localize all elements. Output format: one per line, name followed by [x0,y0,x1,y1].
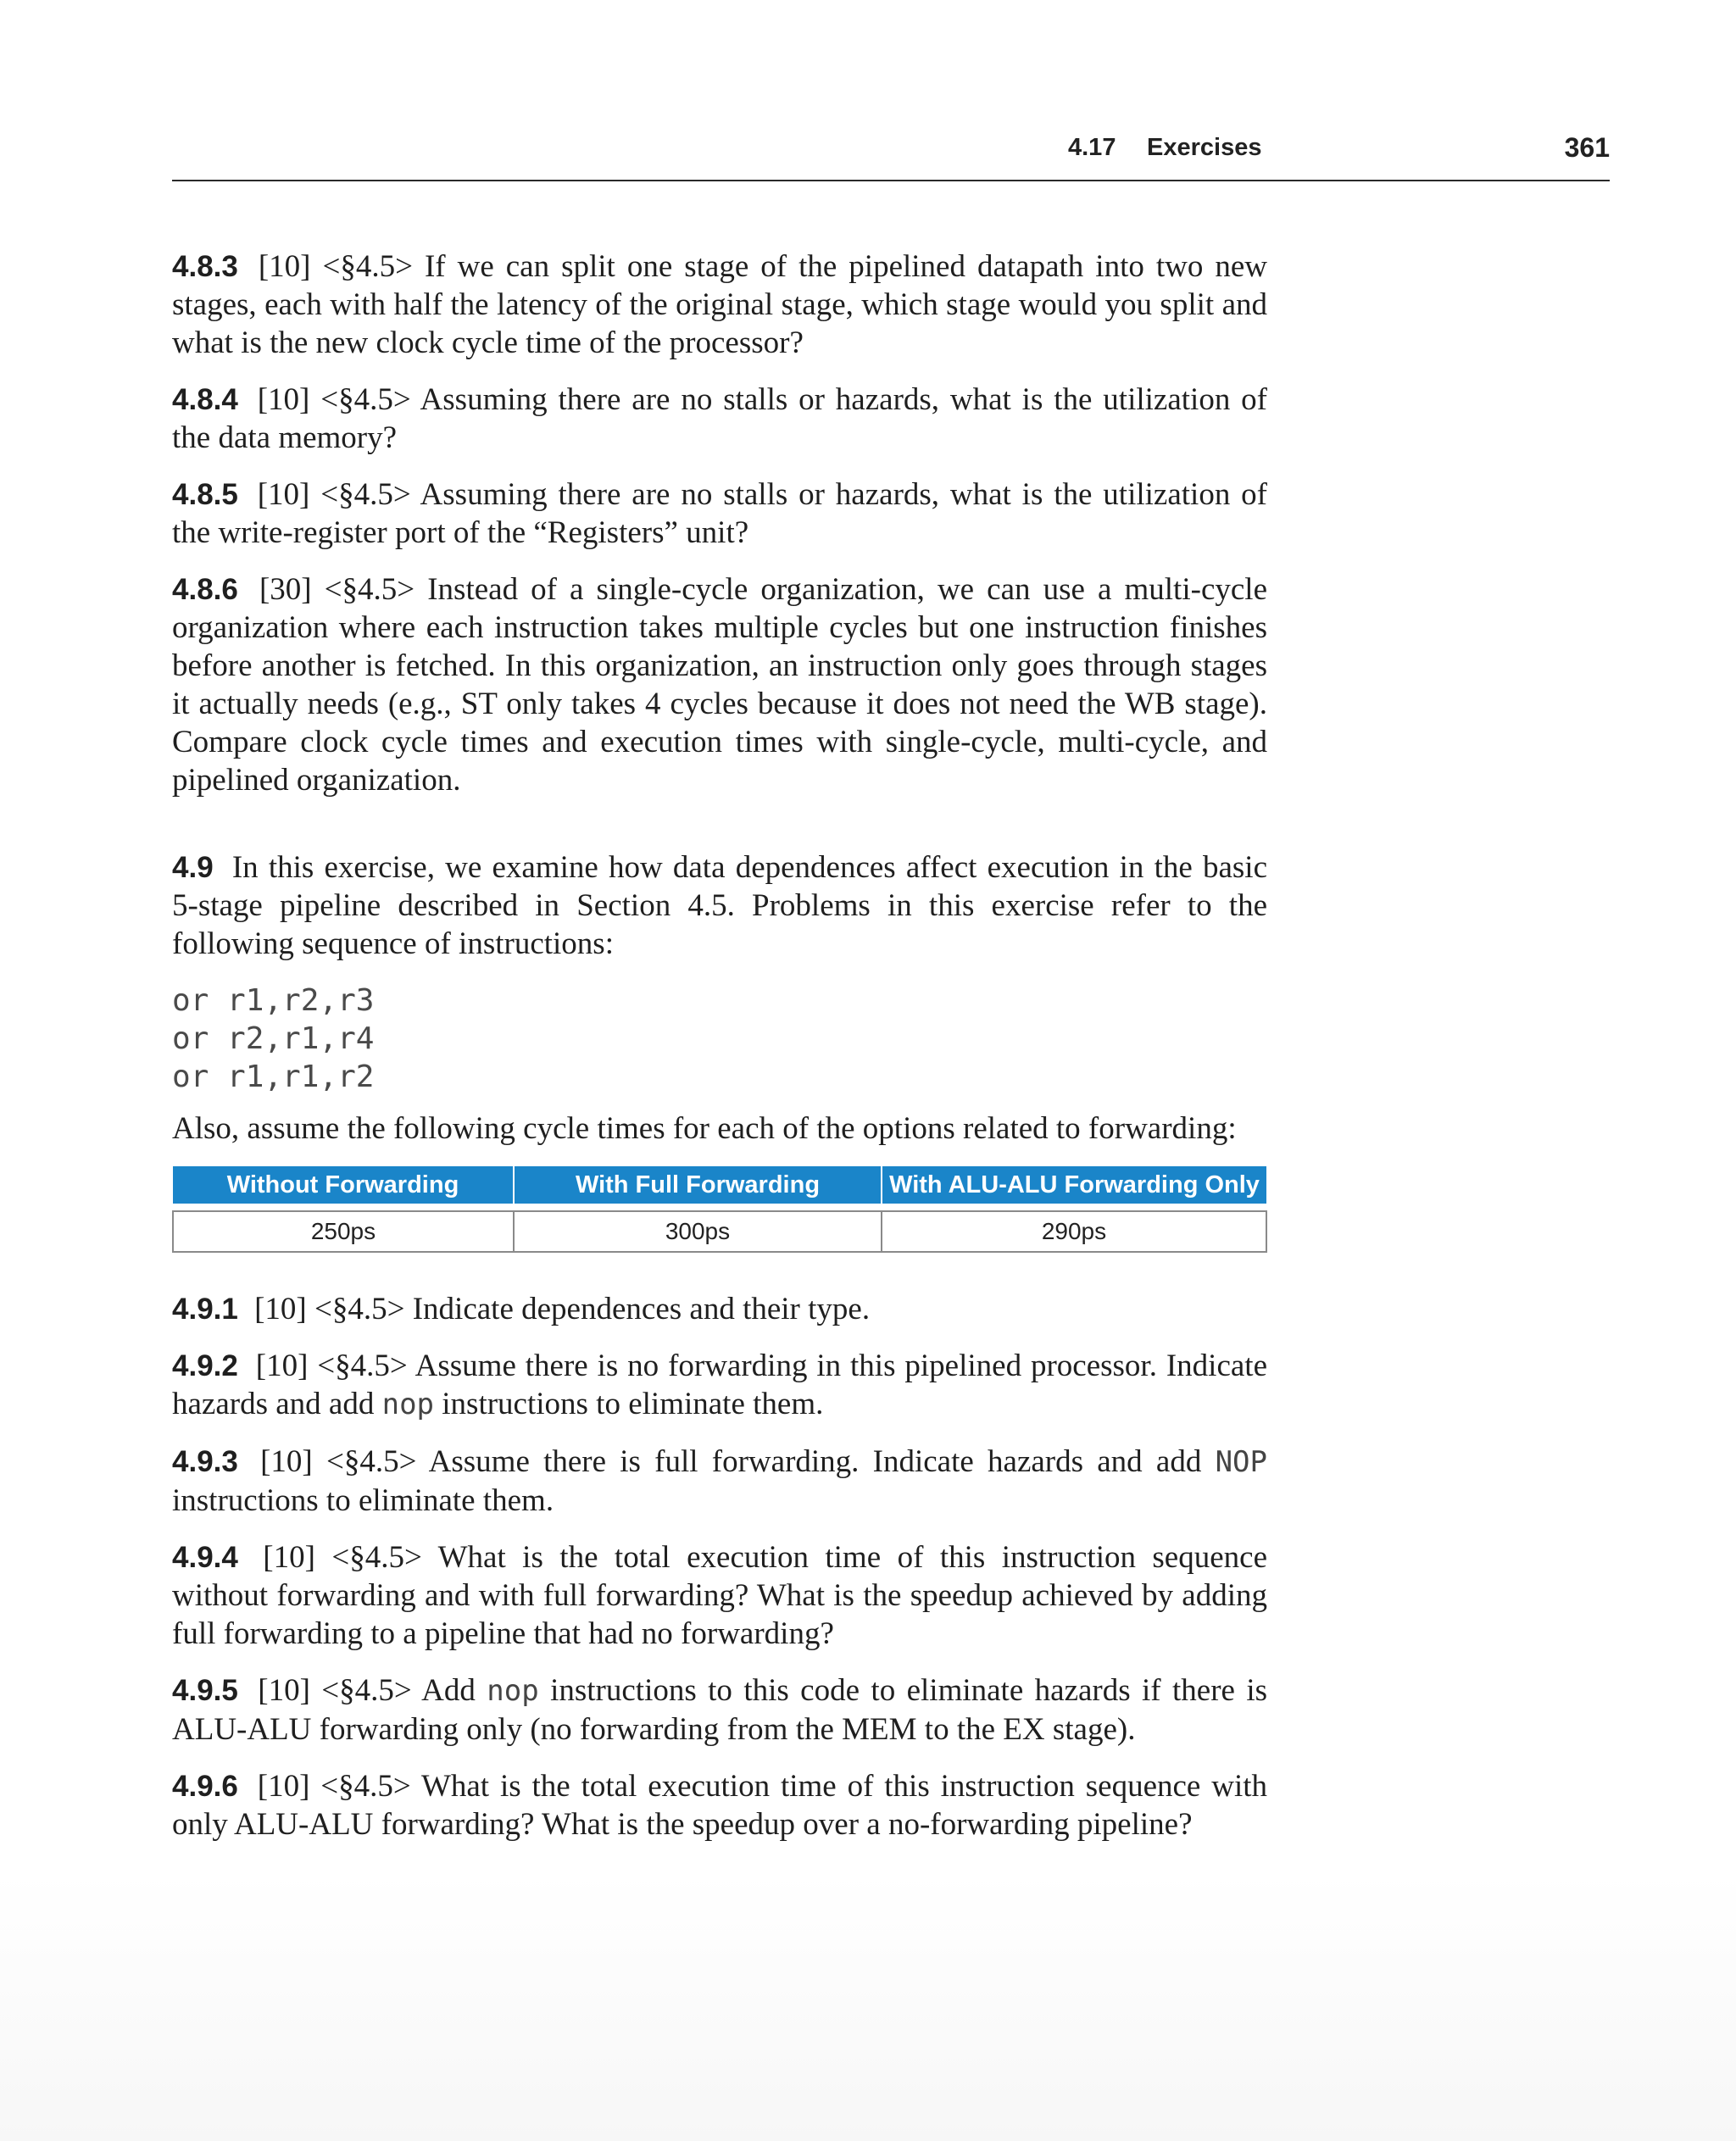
exercise-4-8-5 [172,475,1267,552]
exercise-4-8-4 [172,381,1267,457]
exercise-4-9-4 [172,1538,1267,1653]
table-cell: 250ps [173,1211,514,1252]
code-line: or r1,r1,r2 [172,1059,375,1094]
exercise-number: 4.9 [172,851,214,884]
exercise-4-9-5 [172,1671,1267,1749]
exercise-text: [10] <§4.5> Indicate dependences and their type. [254,1292,871,1326]
exercise-text: [10] <§4.5> If we can split one stage of the pipelined datapath into two new stages, each with half the latency of the original stage, which stage would you split and what is the new clock cycle time of the processor? [172,249,1267,360]
exercise-4-9-6 [172,1767,1267,1843]
exercise-number: 4.9.1 [172,1293,238,1326]
exercise-text: [10] <§4.5> Assume there is full forwarding. Indicate hazards and add [260,1444,1202,1479]
inline-code: NOP [1215,1445,1267,1479]
exercise-4-9-intro [172,848,1267,963]
page-body [172,247,1267,1862]
exercise-text: instructions to eliminate them. [172,1483,554,1518]
page-number: 361 [1564,132,1610,163]
section-number: 4.17 [1068,134,1116,161]
code-line: or r1,r2,r3 [172,983,375,1018]
assume-text: Also, assume the following cycle times for each of the options related to forwarding: [172,1111,1237,1146]
inline-code: nop [381,1387,435,1421]
exercise-text: [10] <§4.5> Assuming there are no stalls or hazards, what is the utilization of the data memory? [172,382,1268,455]
exercise-number: 4.9.3 [172,1445,238,1478]
exercise-number: 4.8.3 [172,250,238,283]
exercise-4-8-3 [172,247,1267,362]
exercise-number: 4.8.6 [172,573,238,606]
exercise-text: [10] <§4.5> Assume there is no forwarding in this pipelined processor. Indicate hazards and add [172,1349,1267,1421]
exercise-4-9-3 [172,1443,1267,1520]
exercise-text: [10] <§4.5> Assuming there are no stalls or hazards, what is the utilization of the write-register port of the “Registers” unit? [172,477,1268,550]
exercise-text: [10] <§4.5> What is the total execution time of this instruction sequence with only ALU-ALU forwarding? What is the speedup over a no-forwarding pipeline? [172,1769,1268,1842]
exercise-number: 4.9.6 [172,1770,238,1803]
cycle-time-table [172,1166,1267,1253]
exercise-number: 4.9.2 [172,1349,238,1382]
exercise-text: In this exercise, we examine how data dependences affect execution in the basic 5-stage pipeline described in Section 4.5. Problems in this exercise refer to the following sequence of instructions: [172,850,1267,961]
table-header-full-forwarding: With Full Forwarding [514,1166,882,1204]
code-line: or r2,r1,r4 [172,1021,375,1056]
exercise-number: 4.8.5 [172,478,238,511]
exercise-number: 4.8.4 [172,383,238,416]
table-cell: 290ps [882,1211,1266,1252]
exercise-text: [10] <§4.5> Add [258,1673,476,1708]
table-header-alu-alu-forwarding: With ALU-ALU Forwarding Only [882,1166,1266,1204]
exercise-number: 4.9.5 [172,1674,238,1707]
table-header-without-forwarding: Without Forwarding [173,1166,514,1204]
section-title: Exercises [1147,134,1262,161]
inline-code: nop [487,1674,539,1708]
exercise-text: instructions to this code to eliminate hazards if there is ALU-ALU forwarding only (no forwarding from the MEM to the EX stage). [172,1673,1268,1747]
page-bottom-shade [0,1873,1736,2141]
exercise-4-9-2 [172,1347,1267,1424]
exercise-text: [30] <§4.5> Instead of a single-cycle organization, we can use a multi-cycle organization where each instruction takes multiple cycles but one instruction finishes before another is fetched. In this organization, an instruction only goes through stages it actually needs (e.g., ST only takes 4 cycles because it does not need the WB stage). Compare clock cycle times and execution times with single-cycle, multi-cycle, and pipelined organization. [172,572,1267,798]
running-header [172,127,1610,181]
table-row [173,1211,1266,1252]
table-cell: 300ps [514,1211,882,1252]
exercise-4-9-1 [172,1290,1267,1328]
instruction-sequence [172,982,1267,1096]
exercise-text: [10] <§4.5> What is the total execution time of this instruction sequence without forwarding and with full forwarding? What is the speedup achieved by adding full forwarding to a pipeline that had no forwarding? [172,1540,1267,1651]
exercise-4-8-6 [172,570,1267,799]
exercise-text: instructions to eliminate them. [442,1387,824,1421]
exercise-number: 4.9.4 [172,1541,238,1574]
